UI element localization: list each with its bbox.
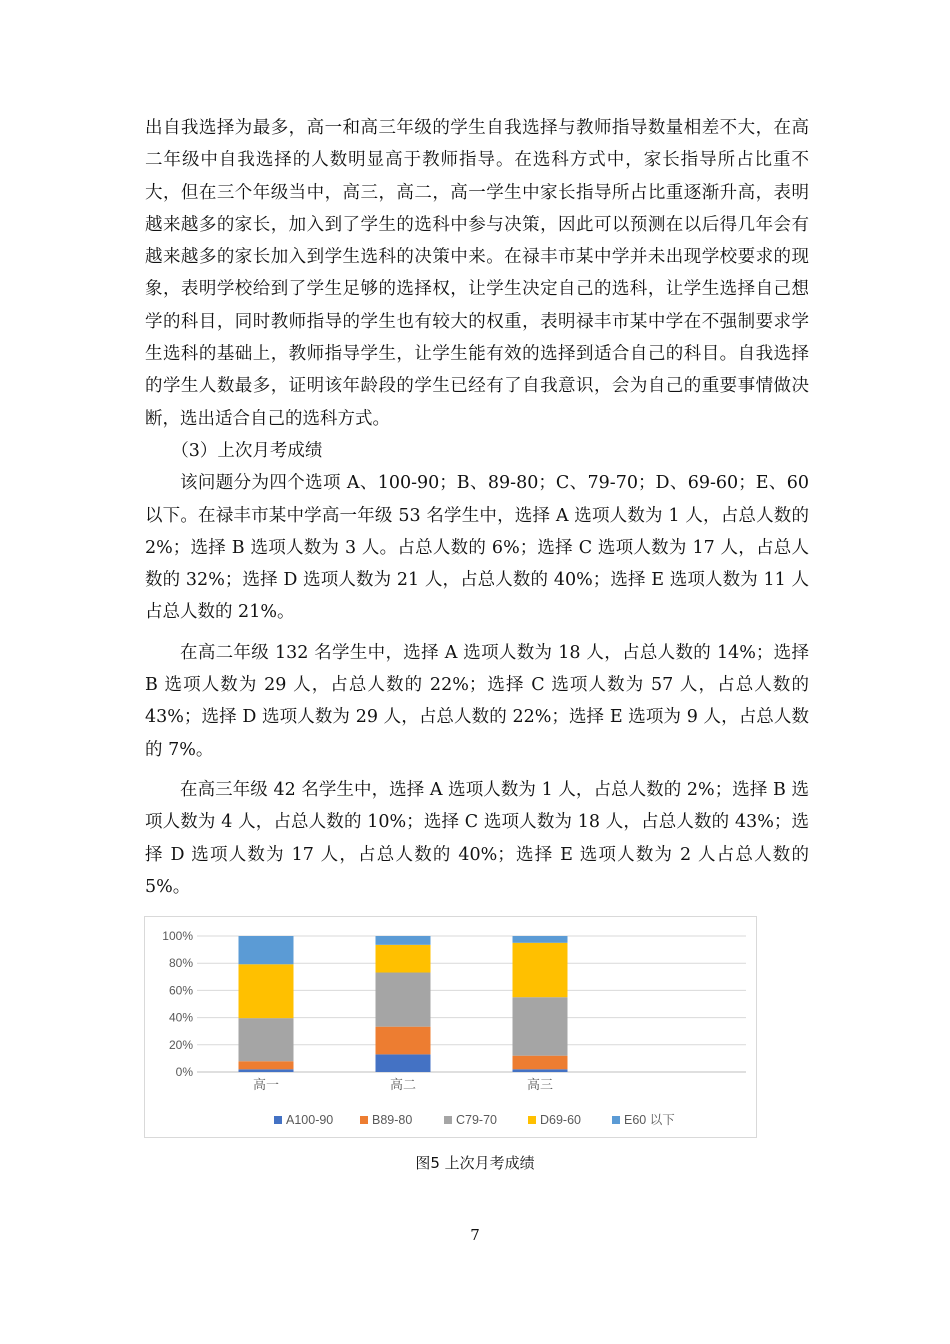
y-tick-label: 0%: [175, 1065, 193, 1079]
chart-svg: [145, 917, 758, 1139]
legend-swatch: [612, 1116, 620, 1124]
paragraph-continued: 出自我选择为最多，高一和高三年级的学生自我选择与教师指导数量相差不大，在高二年级中自我选择的人数明显高于教师指导。在选科方式中，家长指导所占比重不大，但在三个年级当中，高三，高二，高一学生中家长指导所占比重逐渐升高，表明越来越多的家长，加入到了学生的选科中参与决策，因此可以预测在以后得几年会有越来越多的家长加入到学生选科的决策中来。在禄丰市某中学并未出现学校要求的现象，表明学校给到了学生足够的选择权，让学生决定自己的选科，让学生选择自己想学的科目，同时教师指导的学生也有较大的权重，表明禄丰市某中学在不强制要求学生选科的基础上，教师指导学生，让学生能有效的选择到适合自己的科目。自我选择的学生人数最多，证明该年龄段的学生已经有了自我意识，会为自己的重要事情做决断，选出适合自己的选科方式。: [145, 118, 809, 429]
stacked-bar-chart: [144, 916, 757, 1138]
paragraph-options-grade10: 该问题分为四个选项 A、100-90；B、89-80；C、79-70；D、69-60；E、60以下。在禄丰市某中学高一年级 53 名学生中，选择 A 选项人数为 1 人，占总人数的 2%；选择 B 选项人数为 3 人。占总人数的 6%；选择 C 选项人数为 17 人，占总人数的 32%；选择 D 选项人数为 21 人，占总人数的 40%；选择 E 选项人数为 11 人占总人数的 21%。: [145, 473, 809, 623]
bar-segment-0-0: [239, 1069, 294, 1072]
bar-segment-0-2: [239, 1018, 294, 1061]
y-tick-label: 100%: [162, 929, 193, 943]
body-text: [145, 112, 809, 903]
bar-segment-2-4: [513, 936, 568, 943]
bar-segment-2-2: [513, 997, 568, 1055]
legend-swatch: [444, 1116, 452, 1124]
x-category-label: 高一: [252, 1077, 280, 1092]
bar-segment-0-1: [239, 1061, 294, 1069]
bar-segment-0-4: [239, 936, 294, 964]
bar-segment-1-4: [376, 936, 431, 945]
legend-label: B89-80: [372, 1113, 413, 1127]
bar-segment-1-3: [376, 945, 431, 973]
y-tick-label: 80%: [168, 956, 193, 971]
page-number: 7: [470, 1226, 480, 1244]
y-tick-label: 40%: [168, 1010, 193, 1025]
x-category-label: 高二: [389, 1077, 417, 1092]
legend-swatch: [274, 1116, 282, 1124]
bar-segment-1-1: [376, 1027, 431, 1055]
legend-label: C79-70: [456, 1113, 497, 1127]
figure-caption: 图5 上次月考成绩: [415, 1154, 535, 1172]
bar-segment-2-0: [513, 1069, 568, 1072]
x-category-label: 高三: [526, 1077, 554, 1092]
paragraph-grade11: 在高二年级 132 名学生中，选择 A 选项人数为 18 人，占总人数的 14%；选择 B 选项人数为 29 人，占总人数的 22%；选择 C 选项人数为 57 人，占总人数的 43%；选择 D 选项人数为 29 人，占总人数的 22%；选择 E 选项为 9 人，占总人数的 7%。: [145, 642, 809, 760]
bar-segment-1-0: [376, 1054, 431, 1072]
legend-swatch: [528, 1116, 536, 1124]
section-heading: （3）上次月考成绩: [171, 440, 323, 461]
paragraph-grade12: 在高三年级 42 名学生中，选择 A 选项人数为 1 人，占总人数的 2%；选择 B 选项人数为 4 人，占总人数的 10%；选择 C 选项人数为 18 人，占总人数的 43%；选择 D 选项人数为 17 人，占总人数的 40%；选择 E 选项人数为 2 人占总人数的 5%。: [145, 779, 809, 897]
legend-label: E60 以下: [624, 1113, 675, 1127]
y-tick-label: 60%: [168, 983, 193, 998]
legend-label: A100-90: [286, 1113, 334, 1127]
bar-segment-0-3: [239, 964, 294, 1018]
bar-segment-1-2: [376, 973, 431, 1027]
bar-segment-2-1: [513, 1056, 568, 1070]
legend-label: D69-60: [540, 1113, 581, 1127]
bar-segment-2-3: [513, 943, 568, 997]
legend-swatch: [360, 1116, 368, 1124]
y-tick-label: 20%: [168, 1037, 193, 1052]
